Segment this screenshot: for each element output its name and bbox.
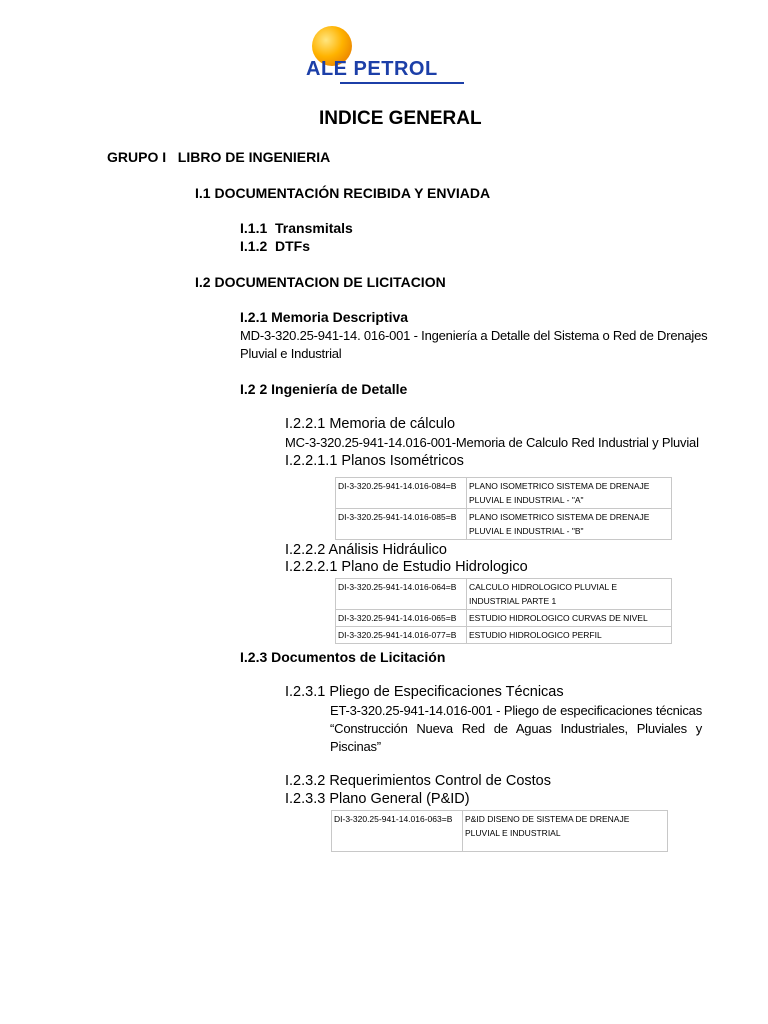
doc-description: CALCULO HIDROLOGICO PLUVIAL E INDUSTRIAL PARTE 1 [467, 579, 672, 610]
section-1-heading: I.1 DOCUMENTACIÓN RECIBIDA Y ENVIADA [195, 185, 491, 201]
doc-code: DI-3-320.25-941-14.016-065=B [336, 610, 467, 627]
table-row [336, 627, 672, 644]
group-heading: GRUPO I LIBRO DE INGENIERIA [107, 149, 331, 165]
calculo-title: I.2.2.1 Memoria de cálculo [285, 416, 456, 432]
doc-description: PLANO ISOMETRICO SISTEMA DE DRENAJE PLUVIAL E INDUSTRIAL - "A" [467, 478, 672, 509]
costos-title: I.2.3.2 Requerimientos Control de Costos [285, 773, 551, 789]
memoria-text-line2: Pluvial e Industrial [240, 346, 342, 361]
hidrologico-table [335, 578, 672, 644]
logo-underline [340, 82, 464, 84]
table-row [336, 478, 672, 509]
pliego-title: I.2.3.1 Pliego de Especificaciones Técnicas [285, 684, 564, 700]
ingenieria-heading: I.2 2 Ingeniería de Detalle [240, 381, 408, 397]
pliego-text-line3: Piscinas” [330, 739, 381, 754]
table-row [332, 811, 668, 852]
logo-text: ALE PETROL [306, 58, 438, 80]
doc-description: PLANO ISOMETRICO SISTEMA DE DRENAJE PLUVIAL E INDUSTRIAL - "B" [467, 509, 672, 540]
licitacion-heading: I.2.3 Documentos de Licitación [240, 649, 446, 665]
doc-description: ESTUDIO HIDROLOGICO PERFIL [467, 627, 672, 644]
doc-code: DI-3-320.25-941-14.016-063=B [332, 811, 463, 852]
calculo-text: MC-3-320.25-941-14.016-001-Memoria de Calculo Red Industrial y Pluvial [285, 435, 699, 450]
doc-code: DI-3-320.25-941-14.016-077=B [336, 627, 467, 644]
section-1-item-transmitals: I.1.1 Transmitals [240, 220, 353, 236]
table-row [336, 610, 672, 627]
doc-code: DI-3-320.25-941-14.016-084=B [336, 478, 467, 509]
doc-description: P&ID DISENO DE SISTEMA DE DRENAJE PLUVIAL E INDUSTRIAL [463, 811, 668, 852]
doc-code: DI-3-320.25-941-14.016-085=B [336, 509, 467, 540]
plano-general-title: I.2.3.3 Plano General (P&ID) [285, 791, 470, 807]
hidraulico-title: I.2.2.2 Análisis Hidráulico [285, 542, 447, 558]
plano-general-table [331, 810, 668, 852]
estudio-title: I.2.2.2.1 Plano de Estudio Hidrologico [285, 559, 528, 575]
isometricos-table [335, 477, 672, 540]
table-row [336, 579, 672, 610]
doc-code: DI-3-320.25-941-14.016-064=B [336, 579, 467, 610]
isometricos-title: I.2.2.1.1 Planos Isométricos [285, 453, 464, 469]
pliego-text-line2: “Construcción Nueva Red de Aguas Industriales, Pluviales y [330, 721, 702, 736]
table-row [336, 509, 672, 540]
section-2-heading: I.2 DOCUMENTACION DE LICITACION [195, 274, 446, 290]
company-logo [306, 26, 466, 88]
doc-description: ESTUDIO HIDROLOGICO CURVAS DE NIVEL [467, 610, 672, 627]
memoria-heading: I.2.1 Memoria Descriptiva [240, 309, 409, 325]
section-1-item-dtfs: I.1.2 DTFs [240, 238, 311, 254]
memoria-text-line1: MD-3-320.25-941-14. 016-001 - Ingeniería a Detalle del Sistema o Red de Drenajes [240, 328, 708, 343]
page-title: INDICE GENERAL [319, 108, 482, 129]
pliego-text [330, 702, 702, 756]
pliego-text-line1: ET-3-320.25-941-14.016-001 - Pliego de especificaciones técnicas [330, 703, 702, 718]
